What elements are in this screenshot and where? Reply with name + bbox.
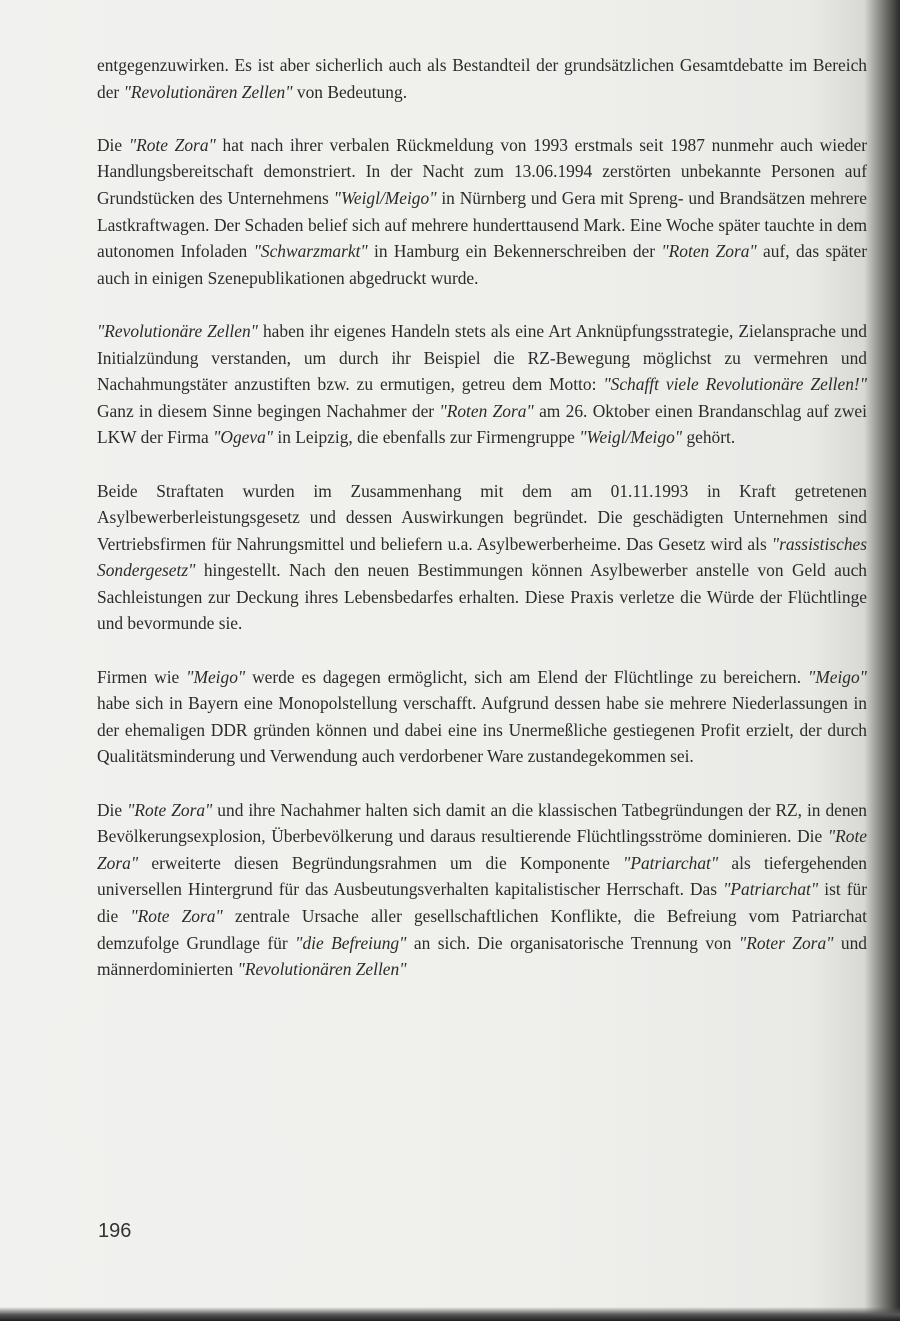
text-run: in Nürnberg und Gera mit Spreng- und Brandsätzen mehrere Lastkraftwagen. Der Schaden belief sich auf mehrere hunderttausend Mark. Eine Woche später tauchte in dem autonomen Infoladen [97, 187, 868, 262]
text-run: als tiefergehenden universellen Hintergrund für das Ausbeutungsverhalten kapitalistischer Herrschaft. Das [97, 852, 867, 900]
text-run: Ganz in diesem Sinne begingen Nachahmer der [97, 400, 440, 421]
quoted-term: "Revolutionären Zellen" [237, 959, 407, 980]
text-run: haben ihr eigenes Handeln stets als eine Art Anknüpfungsstrategie, Zielansprache und Initialzündung verstanden, um durch ihr Beispiel die RZ-Bewegung möglichst zu vermehren und Nachahmungstäter anzustiften bzw. zu ermutigen, getreu dem Motto: [97, 320, 868, 395]
text-run: entgegenzuwirken. Es ist aber sicherlich auch als Bestandteil der grundsätzlichen Gesamtdebatte im Bereich der [97, 55, 867, 102]
quoted-term: "Schafft viele Revolutionäre Zellen!" [603, 374, 867, 395]
text-run: in Leipzig, die ebenfalls zur Firmengruppe [273, 427, 580, 448]
text-run: ist für die [97, 879, 867, 926]
paragraph [97, 52, 867, 105]
body-text [97, 52, 867, 983]
quoted-term: "Patriarchat" [623, 852, 719, 873]
paragraph [97, 318, 867, 451]
quoted-term: "Meigo" [186, 666, 246, 687]
quoted-term: "Ogeva" [213, 427, 274, 448]
text-run: und ihre Nachahmer halten sich damit an die klassischen Tatbegründungen der RZ, in denen Bevölkerungsexplosion, Überbevölkerung und daraus resultierende Flüchtlingsströme dominieren. Die [97, 799, 867, 847]
paragraph [97, 664, 867, 770]
quoted-term: "Revolutionäre Zellen" [97, 320, 258, 341]
text-run: zentrale Ursache aller gesellschaftlichen Konflikte, die Befreiung vom Patriarchat demzufolge Grundlage für [97, 906, 867, 953]
quoted-term: "Rote Zora" [127, 799, 213, 820]
text-run: gehört. [682, 427, 736, 448]
paragraph [97, 132, 867, 292]
quoted-term: "Patriarchat" [723, 879, 819, 900]
text-run: Firmen wie [97, 666, 187, 687]
quoted-term: "Rote Zora" [130, 906, 223, 926]
quoted-term: "Weigl/Meigo" [333, 187, 437, 208]
paragraph [97, 478, 867, 638]
text-run: und männerdominierten [97, 932, 867, 980]
text-run: erweiterte diesen Begründungsrahmen um die Komponente [138, 852, 624, 873]
text-run: an sich. Die organisatorische Trennung von [406, 932, 739, 953]
quoted-term: "Roten Zora" [439, 400, 534, 421]
text-run: hat nach ihrer verbalen Rückmeldung von 1993 erstmals seit 1987 nunmehr auch wieder Handlungsbereitschaft demonstriert. In der Nacht zum 13.06.1994 zerstörten unbekannte Personen auf Grundstücken des Unternehmens [97, 134, 867, 208]
page-number: 196 [98, 1220, 132, 1242]
quoted-term: "Weigl/Meigo" [579, 427, 683, 448]
quoted-term: "Rote Zora" [97, 826, 867, 873]
text-run: auf, das später auch in einigen Szenepublikationen abgedruckt wurde. [97, 241, 867, 288]
text-run: am 26. Oktober einen Brandanschlag auf zwei LKW der Firma [97, 400, 867, 448]
quoted-term: "Schwarzmarkt" [253, 241, 368, 262]
text-run: werde es dagegen ermöglicht, sich am Elend der Flüchtlinge zu bereichern. [245, 666, 808, 687]
quoted-term: "Meigo" [807, 666, 867, 687]
quoted-term: "Revolutionären Zellen" [123, 81, 293, 102]
text-run: in Hamburg ein Bekennerschreiben der [367, 241, 662, 262]
text-run: Beide Straftaten wurden im Zusammenhang mit dem am 01.11.1993 in Kraft getretenen Asylbewerberleistungsgesetz und dessen Auswirkungen begründet. Die geschädigten Unternehmen sind Vertriebsfirmen für Nahrungsmittel und beliefern u.a. Asylbewerberheime. Das Gesetz wird als [97, 480, 867, 554]
text-run: Die [97, 799, 128, 820]
paragraph [97, 797, 867, 983]
text-run: hingestellt. Nach den neuen Bestimmungen können Asylbewerber anstelle von Geld auch Sachleistungen zur Deckung ihres Lebensbedarfes erhalten. Diese Praxis verletze die Würde der Flüchtlinge und bevormunde sie. [97, 560, 867, 634]
text-run: von Bedeutung. [292, 81, 408, 102]
text-run: habe sich in Bayern eine Monopolstellung verschafft. Aufgrund dessen habe sie mehrere Niederlassungen in der ehemaligen DDR gründen können und dabei eine ins Unermeßliche gestiegenen Profit erzielt, der durch Qualitätsminderung und Verwendung auch verdorbener Ware zustandegekommen sei. [97, 693, 867, 767]
quoted-term: "die Befreiung" [295, 932, 407, 953]
text-run: Die [97, 134, 129, 155]
quoted-term: "rassistisches Sondergesetz" [97, 533, 867, 581]
quoted-term: "Rote Zora" [128, 134, 216, 155]
quoted-term: "Roten Zora" [661, 241, 757, 262]
quoted-term: "Roter Zora" [738, 932, 834, 953]
